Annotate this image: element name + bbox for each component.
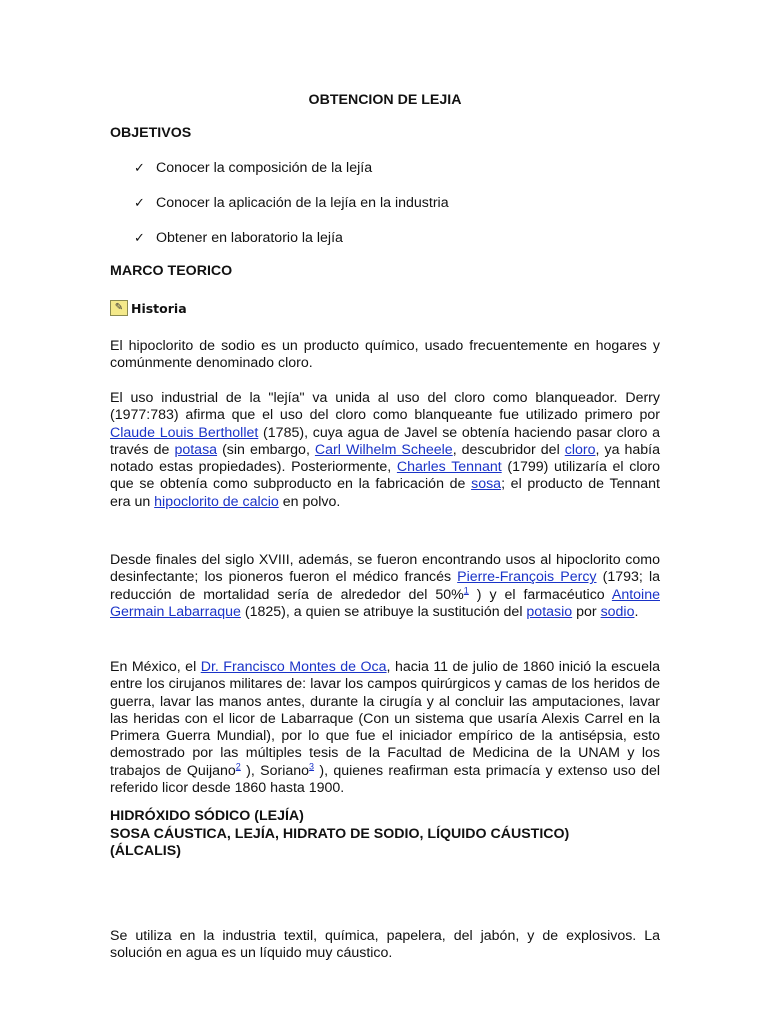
check-icon: ✓ [134,230,145,245]
objective-item [134,195,449,211]
historia-label: Historia [131,300,187,316]
text-run: ) y el farmacéutico [468,586,612,603]
hidroxido-heading-block [110,808,569,861]
footnote-link-2[interactable]: 2 [235,761,241,772]
link-percy[interactable]: Pierre-François Percy [457,569,597,586]
text-run: , ya había notado estas propiedades). Posteriormente, [110,441,660,476]
document-title: OBTENCION DE LEJIA [308,92,462,108]
link-berthollet[interactable]: Claude Louis Berthollet [110,424,259,441]
link-scheele[interactable]: Carl Wilhelm Scheele [314,441,453,458]
link-montes-de-oca[interactable]: Dr. Francisco Montes de Oca [200,659,387,675]
text-run: ), Soriano [240,762,310,779]
text-run: , descubridor del [452,441,565,458]
objective-text: Conocer la composición de la lejía [156,160,373,176]
historia-heading [110,300,187,316]
objective-text: Conocer la aplicación de la lejía en la industria [156,195,449,211]
footnote-link-3[interactable]: 3 [309,761,315,772]
hidroxido-heading-line3: (ÁLCALIS) [110,843,181,859]
text-run: (1825), a quien se atribuye la sustitución del [240,603,527,620]
link-hipoclorito-calcio[interactable]: hipoclorito de calcio [154,493,279,510]
link-cloro[interactable]: cloro [564,441,596,458]
text-run: (1799) utilizaría el cloro que se obtenía como subproducto en la fabricación de [110,459,660,493]
text-run: (sin embargo, [217,441,315,458]
text-run: , hacia 11 de julio de 1860 inició la escuela entre los cirujanos militares de: lavar los campos quirúrgicos y camas de los heridos de guerra, lavar las manos antes, durante la cirugía y al concluir las amputaciones, lavar las heridas con el licor de Labarraque (Con un sistema que usaría Alexis Carrel en la Primera Guerra Mundial), por lo que fue el iniciador empírico de la antisépsia, esto demostrado por las múltiples tesis de la Facultad de Medicina de la UNAM y los trabajos de Quijano [110,659,661,779]
objective-item [134,160,372,176]
paragraph-usos-industria: Se utiliza en la industria textil, química, papelera, del jabón, y de explosivos. La solución en agua es un líquido muy cáustico. [110,928,660,962]
text-run: . [634,603,639,620]
footnote-link-1[interactable]: 1 [463,584,469,595]
memo-pencil-icon: ✎ [110,300,128,316]
text-run: ; el producto de Tennant era un [110,476,660,510]
link-potasio[interactable]: potasio [526,603,573,620]
text-run: En México, el [110,659,201,675]
objective-text: Obtener en laboratorio la lejía [156,230,343,246]
objetivos-heading: OBJETIVOS [110,125,192,141]
text-run: (1785), cuya agua de Javel se obtenía haciendo pasar cloro a través de [110,424,660,458]
paragraph-intro: El hipoclorito de sodio es un producto químico, usado frecuentemente en hogares y comúnmente denominado cloro. [110,338,660,372]
hidroxido-heading-line1: HIDRÓXIDO SÓDICO (LEJÍA) [110,808,304,824]
link-potasa[interactable]: potasa [174,441,218,458]
text-run: Desde finales del siglo XVIII, además, se fueron encontrando usos al hipoclorito como desinfectante; los pioneros fueron el médico francés [110,552,660,586]
paragraph-desinfectante [110,552,660,621]
link-labarraque[interactable]: Antoine Germain Labarraque [110,586,660,620]
text-run: El uso industrial de la "lejía" va unida al uso del cloro como blanqueador. Derry (1977:783) afirma que el uso del cloro como blanqueante fue utilizado primero por [110,390,660,424]
hidroxido-heading-line2: SOSA CÁUSTICA, LEJÍA, HIDRATO DE SODIO, LÍQUIDO CÁUSTICO) [110,825,570,842]
text-run: (1793; la reducción de mortalidad sería de alrededor del 50% [110,569,660,603]
link-sodio[interactable]: sodio [600,603,635,620]
check-icon: ✓ [134,160,145,175]
text-run: en polvo. [278,493,341,510]
text-run: por [572,603,601,620]
marco-teorico-heading: MARCO TEORICO [110,263,233,279]
link-sosa[interactable]: sosa [471,476,502,493]
paragraph-uso-industrial [110,390,660,511]
check-icon: ✓ [134,195,145,210]
paragraph-mexico [110,659,660,797]
objective-item [134,230,343,246]
link-tennant[interactable]: Charles Tennant [396,459,502,476]
text-run: ), quienes reafirman esta primacía y extenso uso del referido licor desde 1860 hasta 1900. [110,762,661,797]
